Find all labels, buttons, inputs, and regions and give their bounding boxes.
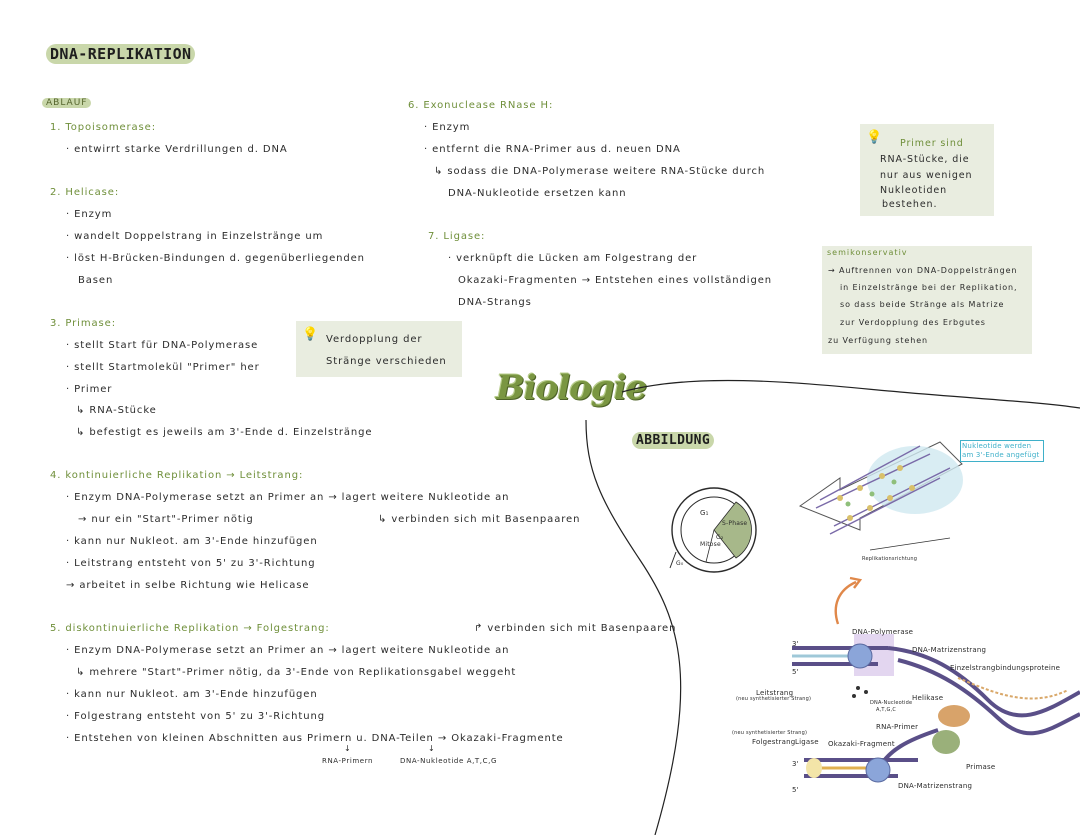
note-primer-line: bestehen.	[882, 199, 938, 210]
label-okazaki-fragment: Okazaki-Fragment	[828, 740, 895, 748]
label-folgestrang: Folgestrang	[752, 738, 796, 746]
cycle-label-g2: G₂	[716, 534, 724, 541]
step-6-line: DNA-Nukleotide ersetzen kann	[448, 188, 627, 199]
step-5-heading: 5. diskontinuierliche Replikation → Folgestrang:	[50, 623, 330, 634]
step-7-heading: 7. Ligase:	[428, 231, 486, 242]
step-6-line: · Enzym	[424, 122, 471, 133]
label-five-prime: 5'	[792, 668, 799, 676]
step-3-line: · Primer	[66, 384, 113, 395]
step-5-sub-label: DNA-Nukleotide A,T,C,G	[400, 757, 497, 765]
step-5-line: · kann nur Nukleot. am 3'-Ende hinzufügen	[66, 689, 318, 700]
step-1-line: · entwirrt starke Verdrillungen d. DNA	[66, 144, 288, 155]
note-semi-heading: semikonservativ	[827, 248, 908, 257]
step-2-line: · löst H-Brücken-Bindungen d. gegenüberliegenden	[66, 253, 365, 264]
lightbulb-icon: 💡	[302, 327, 319, 342]
step-3-line: ↳ befestigt es jeweils am 3'-Ende d. Einzelstränge	[76, 427, 373, 438]
step-4-line: ↳ verbinden sich mit Basenpaaren	[378, 514, 581, 525]
label-leitstrang: Leitstrang	[756, 689, 794, 697]
replication-fork-diagram	[788, 630, 1080, 800]
section-label-ablauf: ABLAUF	[42, 98, 91, 108]
label-ligase: Ligase	[795, 738, 819, 746]
label-ssb-proteins: Einzelstrangbindungsproteine	[950, 664, 1061, 672]
step-5-line: · Folgestrang entsteht von 5' zu 3'-Richtung	[66, 711, 325, 722]
note-verdopplung-line: Stränge verschieden	[326, 356, 447, 367]
cycle-label-g0: G₀	[676, 560, 684, 567]
step-4-line: → nur ein "Start"-Primer nötig	[78, 514, 254, 525]
step-7-line: Okazaki-Fragmenten → Entstehen eines vollständigen	[458, 275, 772, 286]
label-primase: Primase	[966, 763, 996, 771]
note-semi-line: → Auftrennen von DNA-Doppelsträngen	[828, 266, 1018, 275]
note-verdopplung-line: Verdopplung der	[326, 334, 423, 345]
note-semi-line: zu Verfügung stehen	[828, 336, 928, 345]
step-6-line: ↳ sodass die DNA-Polymerase weitere RNA-Stücke durch	[434, 166, 766, 177]
step-4-heading: 4. kontinuierliche Replikation → Leitstrang:	[50, 470, 304, 481]
step-4-line: · Enzym DNA-Polymerase setzt an Primer an → lagert weitere Nukleotide an	[66, 492, 510, 503]
step-6-heading: 6. Exonuclease RNase H:	[408, 100, 554, 111]
step-2-heading: 2. Helicase:	[50, 187, 120, 198]
note-primer-line: RNA-Stücke, die	[880, 154, 970, 165]
label-three-prime: 3'	[792, 640, 799, 648]
arrow-icon	[826, 576, 866, 626]
lightbulb-icon: 💡	[866, 130, 883, 145]
label-rna-primer: RNA-Primer	[876, 723, 919, 731]
step-3-heading: 3. Primase:	[50, 318, 116, 329]
label-helikase: Helikase	[912, 694, 944, 702]
step-5-line: · Enzym DNA-Polymerase setzt an Primer an → lagert weitere Nukleotide an	[66, 645, 510, 656]
dna-helix-diagram	[790, 438, 970, 568]
step-4-line: → arbeitet in selbe Richtung wie Helicase	[66, 580, 310, 591]
nucleotide-annotation: Nukleotide werden am 3'-Ende angefügt	[960, 440, 1044, 462]
note-primer-line: Nukleotiden	[880, 185, 948, 196]
label-three-prime: 3'	[792, 760, 799, 768]
step-4-line: · Leitstrang entsteht von 5' zu 3'-Richtung	[66, 558, 316, 569]
label-five-prime: 5'	[792, 786, 799, 794]
step-2-line: · Enzym	[66, 209, 113, 220]
step-5-sub-label: RNA-Primern	[322, 757, 374, 765]
down-arrow-icon: ↓	[428, 744, 435, 753]
cycle-label-g1: G₁	[700, 509, 709, 517]
step-5-side-note: ↱ verbinden sich mit Basenpaaren	[474, 623, 677, 634]
label-dna-polymerase: DNA-Polymerase	[852, 628, 914, 636]
step-5-line: · Entstehen von kleinen Abschnitten aus Primern u. DNA-Teilen → Okazaki-Fragmente	[66, 733, 564, 744]
step-6-line: · entfernt die RNA-Primer aus d. neuen DNA	[424, 144, 681, 155]
label-dna-nucleotide: DNA-Nucleotide	[870, 700, 913, 706]
step-5-line: ↳ mehrere "Start"-Primer nötig, da 3'-Ende von Replikationsgabel weggeht	[76, 667, 517, 678]
step-3-line: · stellt Start für DNA-Polymerase	[66, 340, 259, 351]
step-1-heading: 1. Topoisomerase:	[50, 122, 156, 133]
step-3-line: · stellt Startmolekül "Primer" her	[66, 362, 260, 373]
step-4-line: · kann nur Nukleot. am 3'-Ende hinzufügen	[66, 536, 318, 547]
step-7-line: DNA-Strangs	[458, 297, 532, 308]
note-primer-line: Primer sind	[900, 138, 964, 149]
down-arrow-icon: ↓	[344, 744, 351, 753]
label-matrizenstrang-top: DNA-Matrizenstrang	[912, 646, 987, 654]
label-folgestrang-sub: (neu synthetisierter Strang)	[732, 730, 808, 736]
abbildung-heading: ABBILDUNG	[632, 432, 714, 449]
cycle-label-s-phase: S-Phase	[722, 520, 748, 527]
step-2-line: Basen	[78, 275, 114, 286]
page-title: DNA-REPLIKATION	[46, 44, 195, 64]
label-matrizenstrang-bottom: DNA-Matrizenstrang	[898, 782, 973, 790]
note-primer-line: nur aus wenigen	[880, 170, 973, 181]
cycle-label-mitose: Mitose	[700, 541, 721, 548]
step-3-line: ↳ RNA-Stücke	[76, 405, 157, 416]
note-semi-line: so dass beide Stränge als Matrize	[840, 300, 1005, 309]
label-leitstrang-sub: (neu synthetisierter Strang)	[736, 696, 812, 702]
step-7-line: · verknüpft die Lücken am Folgestrang der	[448, 253, 698, 264]
note-semi-line: in Einzelstränge bei der Replikation,	[840, 283, 1018, 292]
label-dna-nucleotide-bases: A,T,G,C	[876, 707, 897, 713]
note-semi-line: zur Verdopplung des Erbgutes	[840, 318, 986, 327]
replication-direction-label: Replikationsrichtung	[862, 556, 918, 562]
biologie-logo: Biologie	[496, 368, 647, 408]
step-2-line: · wandelt Doppelstrang in Einzelstränge um	[66, 231, 324, 242]
